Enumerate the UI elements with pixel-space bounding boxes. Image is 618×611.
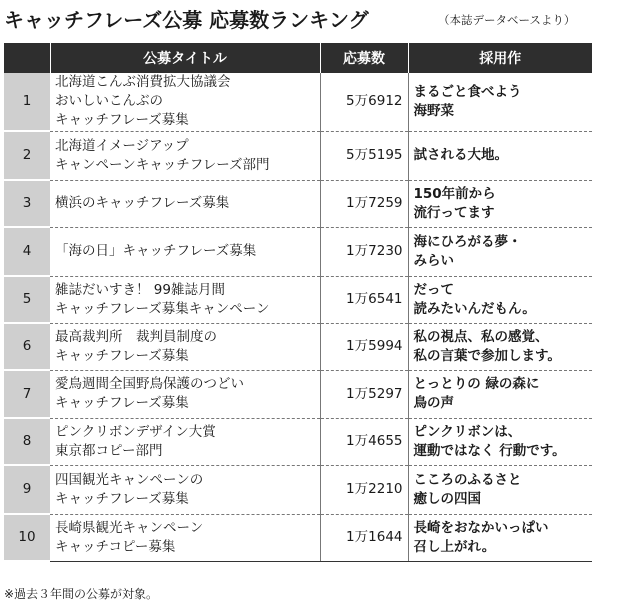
table-row (4, 514, 592, 561)
title-cell: ピンクリボンデザイン大賞 東京都コピー部門 (50, 418, 320, 465)
adopted-cell: 海にひろがる夢・ みらい (408, 227, 592, 276)
adopted-cell: とっとりの 緑の森に 鳥の声 (408, 370, 592, 418)
rank-cell: 7 (4, 370, 50, 418)
adopted-cell: 長崎をおなかいっぱい 召し上がれ。 (408, 514, 592, 561)
count-cell: 5万6912 (320, 73, 408, 131)
rank-cell: 2 (4, 131, 50, 180)
adopted-cell: だって 読みたいんだもん。 (408, 276, 592, 323)
adopted-cell: ピンクリボンは、 運動ではなく 行動です。 (408, 418, 592, 465)
rank-cell: 9 (4, 465, 50, 514)
count-cell: 1万4655 (320, 418, 408, 465)
adopted-cell: 試される大地。 (408, 131, 592, 180)
title-cell: 四国観光キャンペーンの キャッチフレーズ募集 (50, 465, 320, 514)
footnote: ※過去３年間の公募が対象。 (4, 587, 159, 601)
title-cell: 「海の日」キャッチフレーズ募集 (50, 227, 320, 276)
rank-cell: 8 (4, 418, 50, 465)
title-cell: 最高裁判所 裁判員制度の キャッチフレーズ募集 (50, 323, 320, 370)
rank-cell: 5 (4, 276, 50, 323)
count-cell: 1万5994 (320, 323, 408, 370)
rank-cell: 1 (4, 73, 50, 131)
adopted-cell: こころのふるさと 癒しの四国 (408, 465, 592, 514)
rank-cell: 6 (4, 323, 50, 370)
rank-cell: 4 (4, 227, 50, 276)
title-cell: 北海道イメージアップ キャンペーンキャッチフレーズ部門 (50, 131, 320, 180)
title-cell: 雑誌だいすき！ 99雑誌月間 キャッチフレーズ募集キャンペーン (50, 276, 320, 323)
table-row (4, 465, 592, 514)
adopted-cell: 150年前から 流行ってます (408, 180, 592, 227)
table-row (4, 323, 592, 370)
count-cell: 1万1644 (320, 514, 408, 561)
title-cell: 愛鳥週間全国野鳥保護のつどい キャッチフレーズ募集 (50, 370, 320, 418)
source-note: （本誌データベースより） (438, 13, 576, 27)
rank-cell: 10 (4, 514, 50, 561)
count-cell: 1万7230 (320, 227, 408, 276)
table-header-row (4, 43, 592, 73)
table-row (4, 131, 592, 180)
table-row (4, 370, 592, 418)
count-cell: 1万7259 (320, 180, 408, 227)
table-row (4, 73, 592, 131)
table-row (4, 418, 592, 465)
column-header-rank (4, 43, 50, 73)
column-header-count: 応募数 (320, 43, 408, 73)
ranking-table (4, 43, 592, 562)
adopted-cell: まるごと食べよう 海野菜 (408, 73, 592, 131)
adopted-cell: 私の視点、私の感覚、 私の言葉で参加します。 (408, 323, 592, 370)
table-row (4, 180, 592, 227)
rank-cell: 3 (4, 180, 50, 227)
count-cell: 5万5195 (320, 131, 408, 180)
title-cell: 長崎県観光キャンペーン キャッチコピー募集 (50, 514, 320, 561)
count-cell: 1万6541 (320, 276, 408, 323)
title-cell: 北海道こんぶ消費拡大協議会 おいしいこんぶの キャッチフレーズ募集 (50, 73, 320, 131)
column-header-title: 公募タイトル (50, 43, 320, 73)
count-cell: 1万5297 (320, 370, 408, 418)
table-row (4, 227, 592, 276)
title-cell: 横浜のキャッチフレーズ募集 (50, 180, 320, 227)
column-header-adopted: 採用作 (408, 43, 592, 73)
table-row (4, 276, 592, 323)
page-title: キャッチフレーズ公募 応募数ランキング (4, 8, 369, 32)
count-cell: 1万2210 (320, 465, 408, 514)
